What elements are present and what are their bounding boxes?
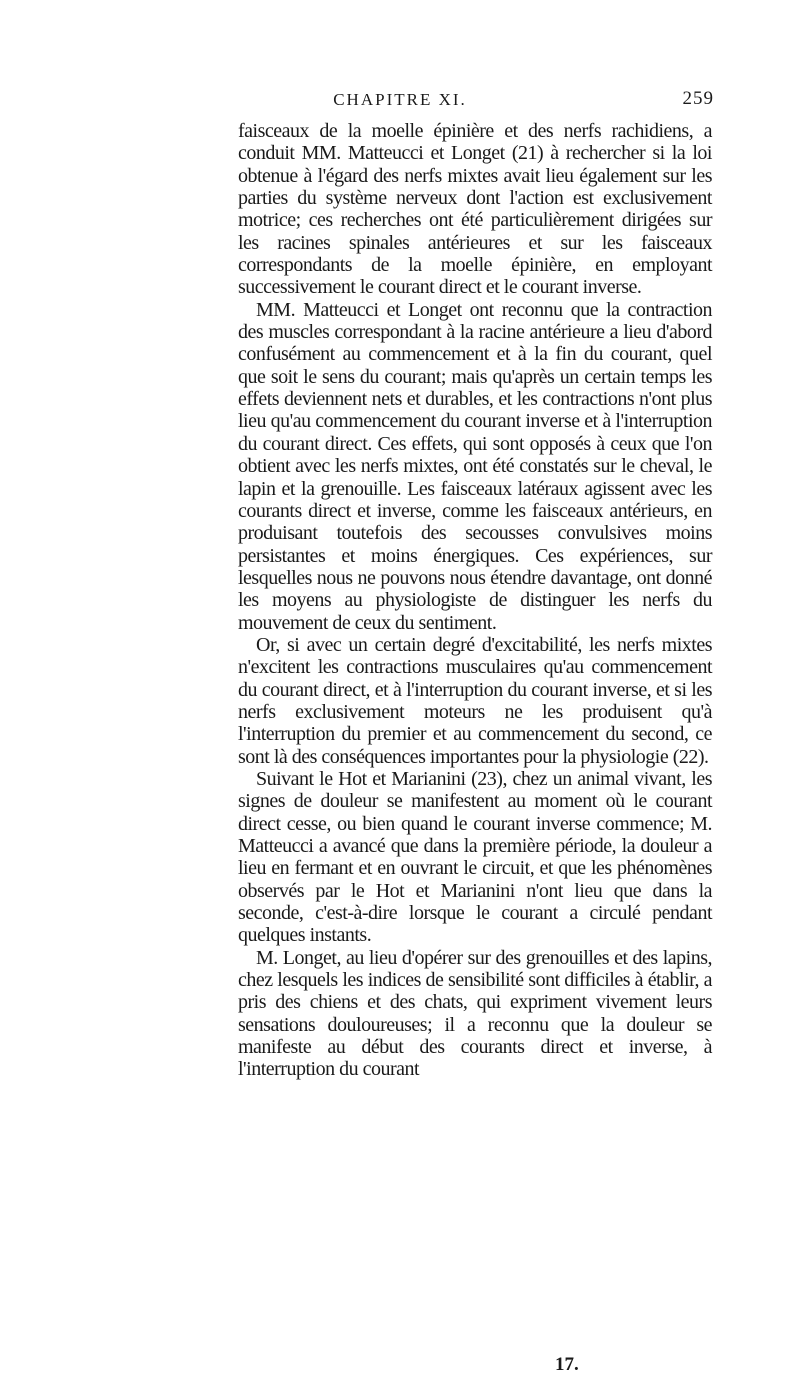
running-header	[0, 86, 800, 116]
paragraph-2: MM. Matteucci et Longet ont reconnu que la contraction des muscles correspondant à la racine antérieure a lieu d'abord confusément au commencement et à la fin du courant, quel que soit le sens du courant; mais qu'après un certain temps les effets deviennent nets et durables, et les contractions n'ont plus lieu qu'au commencement du courant inverse et à l'interruption du courant direct. Ces effets, qui sont opposés à ceux que l'on obtient avec les nerfs mixtes, ont été constatés sur le cheval, le lapin et la grenouille. Les faisceaux latéraux agissent avec les courants direct et inverse, comme les faisceaux antérieurs, en produisant toutefois des secousses convulsives moins persistantes et moins énergiques. Ces expériences, sur lesquelles nous ne pouvons nous étendre davantage, ont donné les moyens au physiologiste de distinguer les nerfs du mouvement de ceux du sentiment.	[238, 298, 712, 634]
paragraph-1: faisceaux de la moelle épinière et des nerfs rachidiens, a conduit MM. Matteucci et Longet (21) à rechercher si la loi obtenue à l'égard des nerfs mixtes avait lieu également sur les parties du système nerveux dont l'action est exclusivement motrice; ces recherches ont été particulièrement dirigées sur les racines spinales antérieures et sur les faisceaux correspondants de la moelle épinière, en employant successivement le courant direct et le courant inverse.	[238, 120, 712, 299]
paragraph-5: M. Longet, au lieu d'opérer sur des grenouilles et des lapins, chez lesquels les indices de sensibilité sont difficiles à établir, a pris des chiens et des chats, qui expriment vivement leurs sensations douloureuses; il a reconnu que la douleur se manifeste au début des courants direct et inverse, à l'interruption du courant	[238, 946, 712, 1081]
body-text	[238, 120, 712, 1081]
paragraph-3: Or, si avec un certain degré d'excitabilité, les nerfs mixtes n'excitent les contractions musculaires qu'au commencement du courant direct, et à l'interruption du courant inverse, et si les nerfs exclusivement moteurs ne les produisent qu'à l'interruption du premier et au commencement du second, ce sont là des conséquences importantes pour la physiologie (22).	[238, 633, 712, 768]
signature-mark: 17.	[555, 1354, 579, 1375]
page-number: 259	[682, 88, 714, 109]
paragraph-4: Suivant le Hot et Marianini (23), chez un animal vivant, les signes de douleur se manifestent au moment où le courant direct cesse, ou bien quand le courant inverse commence; M. Matteucci a avancé que dans la première période, la douleur a lieu en fermant et en ouvrant le circuit, et que les phénomènes observés par le Hot et Marianini n'ont lieu que dans la seconde, c'est-à-dire lorsque le courant a circulé pendant quelques instants.	[238, 767, 712, 947]
chapter-heading: CHAPITRE XI.	[333, 90, 467, 109]
